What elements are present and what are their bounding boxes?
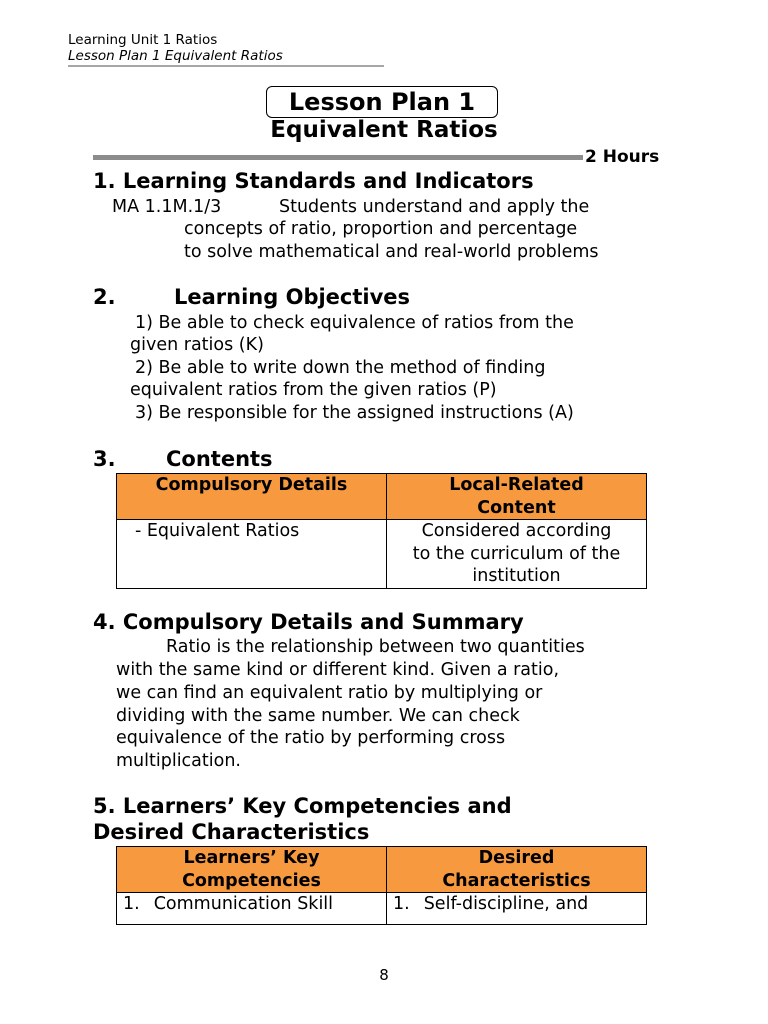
summary-line: Ratio is the relationship between two quantities: [166, 637, 585, 657]
table-cell: Considered according to the curriculum of the institution: [387, 520, 647, 589]
title-divider: [93, 155, 583, 160]
table-header-cell: Local-Related Content: [387, 474, 647, 520]
objective-line: 1) Be able to check equivalence of ratios from the: [135, 313, 574, 333]
standards-line: to solve mathematical and real-world problems: [184, 242, 599, 262]
table-cell: 1. Communication Skill: [117, 893, 387, 925]
summary-line: equivalence of the ratio by performing cross: [116, 728, 506, 748]
page-title: Lesson Plan 1: [266, 86, 498, 118]
header-divider: [68, 65, 384, 67]
section-heading-summary: 4. Compulsory Details and Summary: [93, 610, 524, 634]
page-number: 8: [379, 966, 389, 984]
running-header-unit: Learning Unit 1 Ratios: [68, 32, 218, 48]
page-subtitle: Equivalent Ratios: [270, 117, 498, 143]
section-heading-contents: Contents: [166, 447, 273, 471]
section-heading-objectives: Learning Objectives: [174, 285, 411, 309]
standards-line: Students understand and apply the: [279, 197, 590, 217]
table-header-cell: Desired Characteristics: [387, 847, 647, 893]
summary-line: dividing with the same number. We can check: [116, 706, 520, 726]
objective-line: 2) Be able to write down the method of finding: [135, 358, 546, 378]
objective-line: 3) Be responsible for the assigned instructions (A): [135, 403, 574, 423]
section-number: 2.: [93, 285, 116, 309]
summary-line: multiplication.: [116, 751, 241, 771]
competencies-table: [116, 846, 647, 925]
table-header-cell: Compulsory Details: [117, 474, 387, 520]
summary-line: with the same kind or different kind. Given a ratio,: [116, 660, 560, 680]
table-cell: - Equivalent Ratios: [117, 520, 387, 589]
section-number: 3.: [93, 447, 116, 471]
contents-table: [116, 473, 647, 589]
section-heading-competencies: 5. Learners’ Key Competencies and: [93, 794, 512, 818]
table-cell: 1. Self-discipline, and: [387, 893, 647, 925]
indicator-code: MA 1.1M.1/3: [112, 197, 222, 217]
standards-line: concepts of ratio, proportion and percentage: [184, 219, 578, 239]
section-heading-standards: 1. Learning Standards and Indicators: [93, 169, 534, 193]
table-header-cell: Learners’ Key Competencies: [117, 847, 387, 893]
objective-line: given ratios (K): [130, 335, 264, 355]
duration-label: 2 Hours: [585, 147, 660, 167]
summary-line: we can find an equivalent ratio by multiplying or: [116, 683, 543, 703]
objective-line: equivalent ratios from the given ratios (P): [130, 380, 497, 400]
section-heading-competencies-cont: Desired Characteristics: [93, 820, 370, 844]
running-header-lesson: Lesson Plan 1 Equivalent Ratios: [68, 48, 283, 64]
